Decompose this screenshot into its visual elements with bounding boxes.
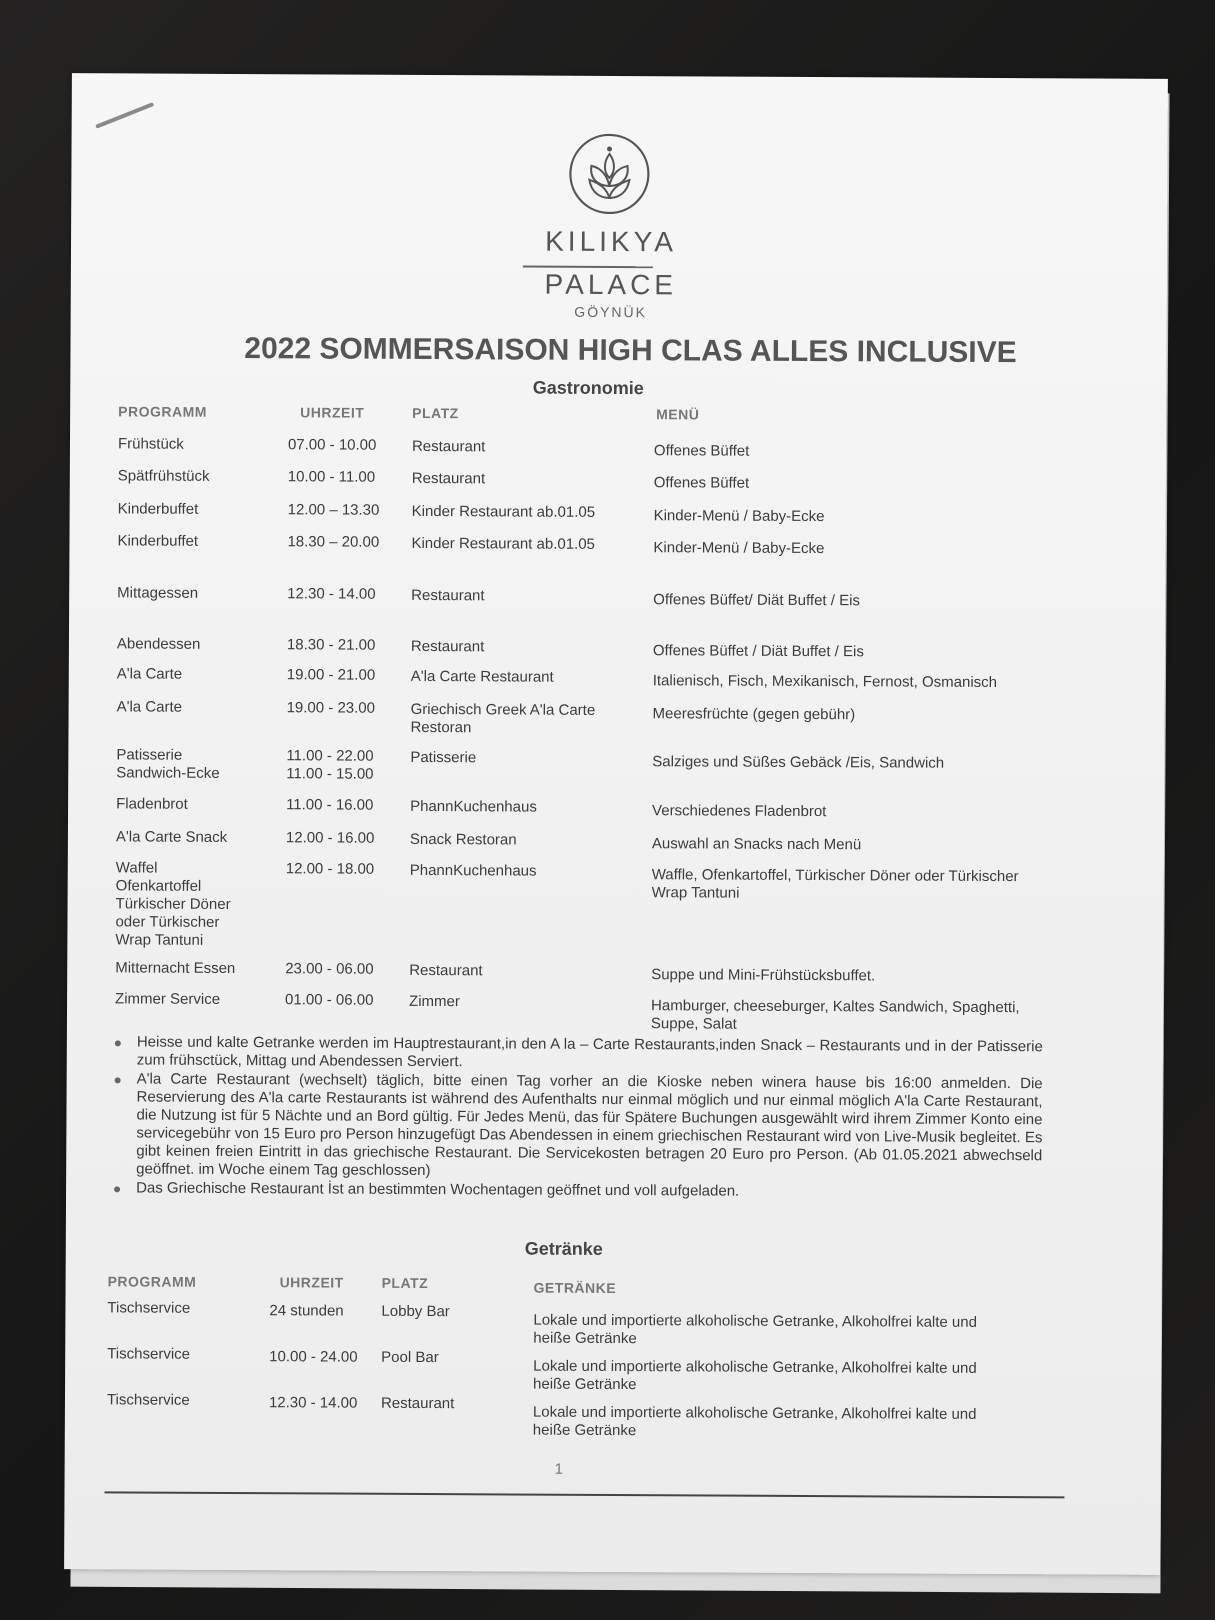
cell-uhrzeit: 12.00 - 16.00 — [285, 829, 375, 847]
paper-sheet — [64, 73, 1168, 1575]
cell-programm: Kinderbuffet — [117, 532, 199, 550]
drink-cell-uhrzeit: 24 stunden — [269, 1302, 344, 1320]
cell-uhrzeit: 19.00 - 21.00 — [286, 666, 376, 684]
cell-menu: Offenes Büffet — [653, 474, 750, 492]
cell-programm: Mitternacht Essen — [115, 959, 236, 978]
cell-menu: Offenes Büffet — [653, 442, 750, 460]
cell-programm: Patisserie Sandwich-Ecke — [116, 746, 220, 782]
note-item — [110, 1070, 1043, 1183]
drink-cell-uhrzeit: 10.00 - 24.00 — [269, 1348, 358, 1366]
cell-uhrzeit: 11.00 - 22.00 11.00 - 15.00 — [286, 747, 374, 783]
drink-cell-platz: Pool Bar — [381, 1348, 439, 1367]
cell-uhrzeit: 12.00 – 13.30 — [287, 501, 380, 519]
cell-menu: Kinder-Menü / Baby-Ecke — [653, 539, 825, 558]
drink-cell-getraenke: Lokale und importierte alkoholische Getranke, Alkoholfrei kalte und heiße Getränke — [533, 1357, 977, 1394]
cell-platz: Restaurant — [409, 961, 483, 980]
brand-location: GÖYNÜK — [574, 303, 648, 321]
cell-uhrzeit: 12.00 - 18.00 — [285, 860, 375, 878]
cell-uhrzeit: 10.00 - 11.00 — [287, 468, 376, 486]
drink-cell-programm: Tischservice — [107, 1345, 191, 1363]
cell-uhrzeit: 12.30 - 14.00 — [287, 585, 376, 603]
drinks-header-uhrzeit: UHRZEIT — [279, 1274, 344, 1291]
header-uhrzeit: UHRZEIT — [300, 404, 365, 421]
cell-menu: Suppe und Mini-Frühstücksbuffet. — [651, 966, 876, 985]
cell-programm: Fladenbrot — [116, 795, 188, 813]
note-item — [111, 1033, 1043, 1074]
cell-programm: A'la Carte — [116, 665, 183, 683]
getraenke-section-title: Getränke — [524, 1238, 603, 1259]
cell-programm: Kinderbuffet — [117, 500, 199, 518]
bullet-icon — [115, 1077, 121, 1083]
brand-name-line2: PALACE — [544, 268, 678, 301]
cell-menu: Hamburger, cheeseburger, Kaltes Sandwich, Spaghetti, Suppe, Salat — [650, 997, 1020, 1033]
cell-programm: Zimmer Service — [115, 990, 221, 1008]
drink-cell-programm: Tischservice — [106, 1391, 190, 1409]
cell-platz: Zimmer — [409, 992, 460, 1011]
drinks-header-programm: PROGRAMM — [107, 1273, 197, 1290]
bullet-icon — [114, 1186, 120, 1192]
cell-menu: Waffle, Ofenkartoffel, Türkischer Döner oder Türkischer Wrap Tantuni — [651, 866, 1019, 902]
cell-platz: PhannKuchenhaus — [410, 797, 537, 816]
cell-platz: Restaurant — [411, 586, 485, 605]
cell-programm: Abendessen — [116, 635, 201, 653]
cell-programm: Frühstück — [117, 435, 184, 453]
cell-uhrzeit: 01.00 - 06.00 — [285, 991, 374, 1009]
cell-platz: Restaurant — [410, 637, 485, 656]
cell-platz: Kinder Restaurant ab.01.05 — [411, 502, 596, 521]
drink-cell-uhrzeit: 12.30 - 14.00 — [268, 1394, 358, 1412]
cell-programm: A'la Carte Snack — [115, 828, 228, 846]
cell-menu: Offenes Büffet/ Diät Buffet / Eis — [653, 591, 861, 610]
bullet-icon — [115, 1040, 121, 1046]
lotus-logo-icon — [567, 132, 651, 216]
staple — [95, 102, 154, 129]
footer-rule — [104, 1491, 1064, 1498]
cell-programm: Waffel Ofenkartoffel Türkischer Döner oder Türkischer Wrap Tantuni — [115, 859, 231, 949]
cell-platz: Griechisch Greek A'la Carte Restoran — [410, 700, 596, 737]
cell-platz: Snack Restoran — [409, 830, 517, 849]
note-text: Heisse und kalte Getranke werden im Hauptrestaurant,in den A la – Carte Restaurants,inden Snack – Restaurants und in der Patisserie zum frühsctück, Mittag und Abendessen Serviert. — [136, 1033, 1043, 1071]
cell-menu: Salziges und Süßes Gebäck /Eis, Sandwich — [652, 753, 945, 772]
cell-platz: A'la Carte Restaurant — [410, 667, 554, 686]
drinks-header-getraenke: GETRÄNKE — [533, 1279, 617, 1297]
cell-menu: Offenes Büffet / Diät Buffet / Eis — [652, 642, 864, 661]
cell-platz: Restaurant — [411, 437, 486, 456]
cell-platz: Kinder Restaurant ab.01.05 — [411, 534, 595, 553]
note-text: A'la Carte Restaurant (wechselt) täglich, bitte einen Tag vorher an die Kioske neben winera hause bis 16:00 anmelden. Die Reservierung des A'la carte Restaurants ist während des Aufenthalts nur einmal möglich und nur einmal möglich A'la Carte Restaurant, die Nutzung ist für 5 Nächte und an Bord gültig. Für Jedes Menü, das für Spätere Buchungen ausgewählt wird ihrem Zimmer Konto eine servicegebühr von 15 Euro pro Person hinzugefügt Das Abendessen in einem griechischen Restaurant wird von Live-Musik begleitet. Es gibt keinen freien Eintritt in das griechische Restaurant. Die Servicekosten betragen 20 Euro pro Person. (Ab 01.05.2021 abwechseld geöffnet. im Woche einem Tag geschlossen) — [136, 1070, 1043, 1180]
cell-uhrzeit: 18.30 – 20.00 — [287, 533, 380, 551]
cell-menu: Verschiedenes Fladenbrot — [652, 802, 827, 821]
note-text: Das Griechische Restaurant İst an bestimmten Wochentagen geöffnet und voll aufgeladen. — [136, 1179, 740, 1200]
cell-menu: Italienisch, Fisch, Mexikanisch, Fernost, Osmanisch — [652, 672, 998, 691]
notes-list — [110, 1033, 1043, 1203]
cell-platz: PhannKuchenhaus — [409, 861, 537, 880]
cell-programm: Mittagessen — [117, 584, 199, 602]
header-platz: PLATZ — [412, 404, 459, 422]
drinks-header-platz: PLATZ — [381, 1274, 429, 1292]
cell-programm: Spätfrühstück — [117, 467, 210, 485]
page-number: 1 — [554, 1460, 564, 1478]
cell-uhrzeit: 23.00 - 06.00 — [285, 960, 374, 978]
drink-cell-platz: Restaurant — [380, 1394, 455, 1413]
gastronomie-section-title: Gastronomie — [532, 377, 644, 399]
drink-cell-getraenke: Lokale und importierte alkoholische Getranke, Alkoholfrei kalte und heiße Getränke — [533, 1311, 978, 1348]
header-menu: MENÜ — [656, 406, 700, 423]
cell-programm: A'la Carte — [116, 698, 183, 716]
cell-uhrzeit: 19.00 - 23.00 — [286, 699, 376, 717]
cell-uhrzeit: 18.30 - 21.00 — [286, 636, 376, 654]
document-title: 2022 SOMMERSAISON HIGH CLAS ALLES INCLUSIVE — [244, 332, 1017, 370]
header-programm: PROGRAMM — [118, 403, 207, 420]
cell-platz: Restaurant — [411, 469, 486, 488]
drink-cell-getraenke: Lokale und importierte alkoholische Getranke, Alkoholfrei kalte und heiße Getränke — [532, 1403, 977, 1440]
note-item — [110, 1179, 1042, 1202]
drink-cell-platz: Lobby Bar — [381, 1302, 450, 1321]
drink-cell-programm: Tischservice — [107, 1299, 191, 1317]
cell-uhrzeit: 11.00 - 16.00 — [286, 796, 374, 814]
brand-name-line1: KILIKYA — [545, 225, 678, 258]
cell-menu: Meeresfrüchte (gegen gebühr) — [652, 705, 856, 724]
cell-menu: Auswahl an Snacks nach Menü — [651, 835, 862, 854]
cell-uhrzeit: 07.00 - 10.00 — [287, 436, 377, 454]
cell-menu: Kinder-Menü / Baby-Ecke — [653, 507, 825, 526]
cell-platz: Patisserie — [410, 748, 477, 767]
